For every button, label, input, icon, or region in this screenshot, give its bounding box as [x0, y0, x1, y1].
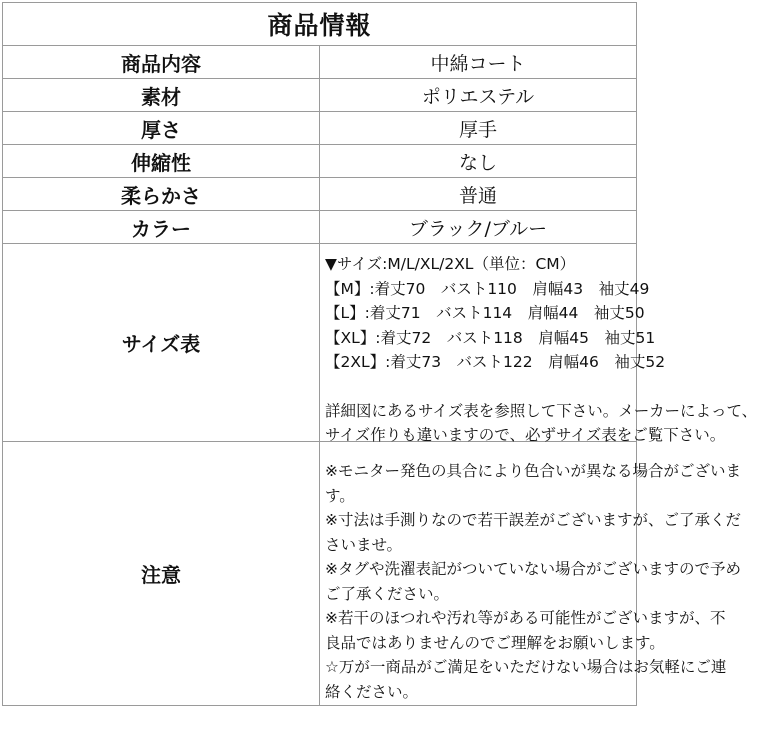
row-color [3, 211, 637, 244]
caution-line-10: 絡ください。 [325, 682, 419, 701]
row-size-table [3, 244, 637, 442]
product-info-table [2, 2, 757, 706]
caution-line-4: さいませ。 [325, 535, 403, 554]
label-color: カラー [3, 211, 320, 244]
size-table-cell [320, 244, 757, 444]
label-material: 素材 [3, 79, 320, 112]
value-material: ポリエステル [320, 79, 637, 112]
caution-line-5: ※タグや洗濯表記がついていない場合がございますので予め [325, 560, 741, 578]
value-softness: 普通 [320, 178, 637, 211]
caution-line-3: ※寸法は手測りなので若干誤差がございますが、ご了承くだ [325, 511, 741, 529]
row-thickness [3, 112, 637, 145]
size-line-header: ▼サイズ:M/L/XL/2XL（単位：CM） [325, 255, 576, 273]
size-note-line-1: 詳細図にあるサイズ表を参照して下さい。メーカーによって、 [325, 401, 757, 420]
label-softness: 柔らかさ [3, 178, 320, 211]
size-note-line-2: サイズ作りも違いますので、必ずサイズ表をご覧下さい。 [325, 426, 726, 444]
caution-line-2: す。 [325, 486, 355, 505]
value-stretch: なし [320, 145, 637, 178]
caution-line-7: ※若干のほつれや汚れ等がある可能性がございますが、不 [325, 609, 726, 627]
value-color: ブラック/ブルー [320, 211, 637, 244]
row-material [3, 79, 637, 112]
caution-line-1: ※モニター発色の具合により色合いが異なる場合がございま [325, 462, 741, 480]
value-content: 中綿コート [320, 46, 637, 79]
caution-cell [320, 442, 741, 706]
size-line-l: 【L】:着丈71 バスト114 肩幅44 袖丈50 [325, 304, 645, 322]
size-line-xl: 【XL】:着丈72 バスト118 肩幅45 袖丈51 [325, 328, 656, 347]
label-content: 商品内容 [3, 46, 320, 79]
label-stretch: 伸縮性 [3, 145, 320, 178]
caution-line-6: ご了承ください。 [325, 584, 450, 603]
row-softness [3, 178, 637, 211]
label-thickness: 厚さ [3, 112, 320, 145]
caution-line-8: 良品ではありませんのでご理解をお願いします。 [325, 633, 665, 652]
label-caution: 注意 [3, 442, 320, 706]
size-line-2xl: 【2XL】:着丈73 バスト122 肩幅46 袖丈52 [325, 353, 666, 371]
value-thickness: 厚手 [320, 112, 637, 145]
row-content [3, 46, 637, 79]
label-size-table: サイズ表 [3, 244, 320, 442]
row-caution [3, 442, 637, 706]
caution-line-9: ☆万が一商品がご満足をいただけない場合はお気軽にご連 [325, 658, 727, 676]
table-title: 商品情報 [3, 3, 637, 46]
row-stretch [3, 145, 637, 178]
size-line-m: 【M】:着丈70 バスト110 肩幅43 袖丈49 [325, 279, 650, 298]
